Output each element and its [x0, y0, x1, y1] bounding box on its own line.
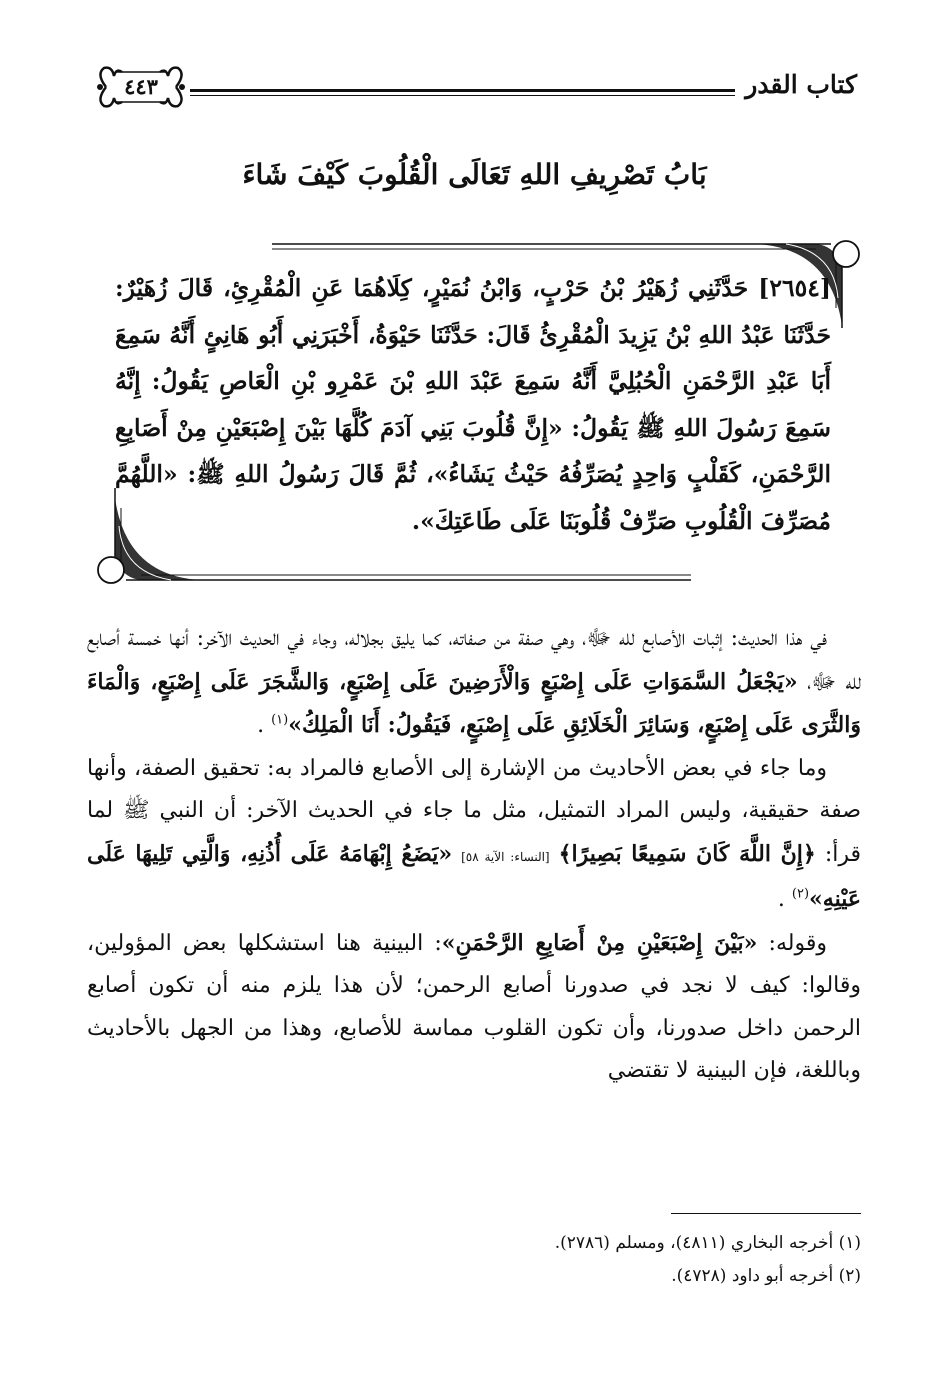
- paragraph-end: .: [257, 713, 265, 738]
- hadith-quote: «يَجْعَلُ السَّمَوَاتِ عَلَى إِصْبَعٍ وَالْأَرَضِينَ عَلَى إِصْبَعٍ، وَالشَّجَرَ عَلَى إِصْبَعٍ، وَالْمَاءَ وَالثَّرَى عَلَى إِصْبَعٍ، وَسَائِرَ الْخَلَائِقِ عَلَى إِصْبَعٍ، فَيَقُولُ: أَنَا الْمَلِكُ»: [87, 668, 861, 738]
- footnotes: [200, 1227, 861, 1293]
- running-title: كتاب القدر: [745, 70, 857, 99]
- footnote-1: (١) أخرجه البخاري (٤٨١١)، ومسلم (٢٧٨٦).: [554, 1233, 861, 1253]
- commentary-body: [87, 618, 861, 1093]
- footnote-marker[interactable]: (١): [271, 712, 289, 728]
- hadith-quote: «بَيْنَ إِصْبَعَيْنِ مِنْ أَصَابِعِ الرَّحْمَنِ»: [441, 929, 758, 956]
- paragraph-text: : البينية هنا استشكلها بعض المؤولين، وقالوا: كيف لا نجد في صدورنا أصابع الرحمن؛ لأن هذا يلزم منه أن تكون أصابع الرحمن داخل صدورنا، وأن تكون القلوب مماسة للأصابع، وهذا من الجهل بالأحاديث وباللغة، فإن البينية لا تقتضي: [87, 930, 861, 1083]
- quran-verse: ﴿إِنَّ اللَّهَ كَانَ سَمِيعًا بَصِيرًا﴾: [558, 840, 816, 867]
- header-rule: [190, 89, 735, 92]
- hadith-number: [٢٦٥٤]: [758, 274, 831, 302]
- footnote-divider: [671, 1213, 861, 1214]
- footnote-marker[interactable]: (٢): [791, 886, 810, 902]
- hadith-block: [115, 265, 831, 544]
- footnote-2: (٢) أخرجه أبو داود (٤٧٢٨).: [671, 1266, 861, 1286]
- commentary-paragraph-1: [87, 618, 861, 748]
- paragraph-text: وما جاء في بعض الأحاديث من الإشارة إلى الأصابع فالمراد به: تحقيق الصفة، وأنها صفة حقيقية، وليس المراد التمثيل، مثل ما جاء في الحديث الآخر: أن النبي ﷺ لما قرأ:: [87, 755, 861, 867]
- page-number: ٤٤٣: [124, 74, 158, 99]
- commentary-paragraph-3: [87, 922, 861, 1093]
- chapter-title: بَابُ تَصْرِيفِ اللهِ تَعَالَى الْقُلُوبَ كَيْفَ شَاءَ: [242, 158, 707, 191]
- page-header: [92, 62, 857, 112]
- paragraph-end: .: [777, 887, 785, 912]
- paragraph-text: وقوله:: [757, 930, 827, 956]
- hadith-text: حَدَّثَنِي زُهَيْرُ بْنُ حَرْبٍ، وَابْنُ نُمَيْرٍ، كِلَاهُمَا عَنِ الْمُقْرِئِ، قَالَ زُهَيْرٌ: حَدَّثَنَا عَبْدُ اللهِ بْنُ يَزِيدَ الْمُقْرِئُ قَالَ: حَدَّثَنَا حَيْوَةُ، أَخْبَرَنِي أَبُو هَانِئٍ أَنَّهُ سَمِعَ أَبَا عَبْدِ الرَّحْمَنِ الْحُبُلِيَّ أَنَّهُ سَمِعَ عَبْدَ اللهِ بْنَ عَمْرِو بْنِ الْعَاصِ يَقُولُ: إِنَّهُ سَمِعَ رَسُولَ اللهِ ﷺ يَقُولُ: «إِنَّ قُلُوبَ بَنِي آدَمَ كُلَّهَا بَيْنَ إِصْبَعَيْنِ مِنْ أَصَابِعِ الرَّحْمَنِ، كَقَلْبٍ وَاحِدٍ يُصَرِّفُهُ حَيْثُ يَشَاءُ»، ثُمَّ قَالَ رَسُولُ اللهِ ﷺ: «اللَّهُمَّ مُصَرِّفَ الْقُلُوبِ صَرِّفْ قُلُوبَنَا عَلَى طَاعَتِكَ».: [115, 274, 831, 535]
- paragraph-text: في هذا الحديث: إثبات الأصابع لله ﷻ، وهي صفة من صفاته، كما يليق بجلاله، وجاء في الحديث الآخر: أنها خمسة أصابع لله ﷻ،: [87, 626, 861, 695]
- verse-reference: [النساء: الآية ٥٨]: [461, 849, 550, 864]
- page-number-ornament: [92, 64, 190, 110]
- commentary-paragraph-2: [87, 748, 861, 922]
- hadith-quote: «يَضَعُ إِبْهَامَهُ عَلَى أُذُنِهِ، وَالَّتِي تَلِيهَا عَلَى عَيْنِهِ»: [87, 840, 861, 912]
